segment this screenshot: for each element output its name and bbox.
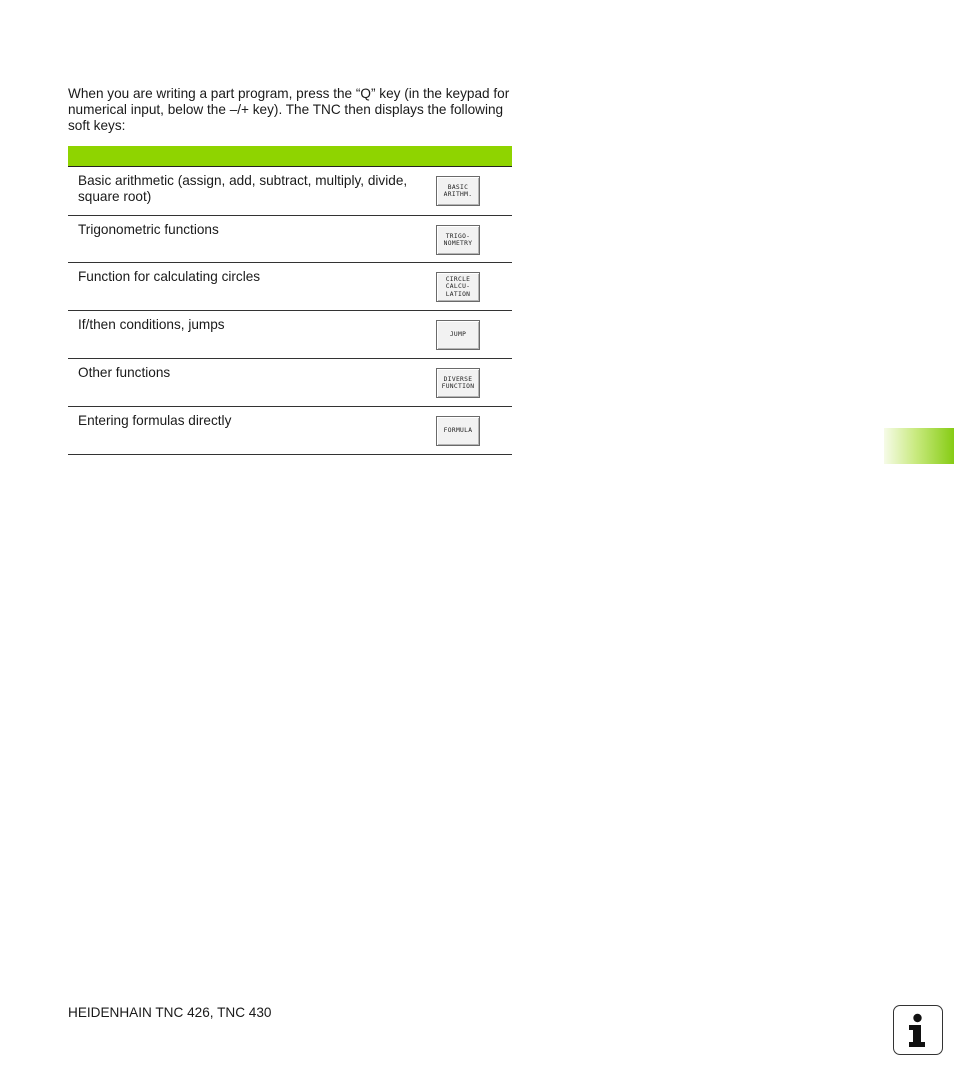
intro-paragraph: When you are writing a part program, press the “Q” key (in the keypad for numerical input, below the –/+ key). The TNC then displays the following soft keys: — [68, 86, 510, 133]
row-description: Other functions — [78, 365, 171, 380]
table-row — [68, 311, 512, 359]
row-description: If/then conditions, jumps — [78, 317, 225, 332]
table-row — [68, 167, 512, 216]
table-row — [68, 359, 512, 407]
formula-softkey[interactable]: FORMULA — [436, 416, 480, 446]
basic-arithm-softkey[interactable]: BASIC ARITHM. — [436, 176, 480, 206]
softkey-table — [68, 146, 512, 455]
row-description: Function for calculating circles — [78, 269, 261, 284]
diverse-function-softkey[interactable]: DIVERSE FUNCTION — [436, 368, 480, 398]
jump-softkey[interactable]: JUMP — [436, 320, 480, 350]
table-row — [68, 216, 512, 263]
info-icon — [893, 1005, 943, 1055]
table-row — [68, 407, 512, 455]
row-description: Basic arithmetic (assign, add, subtract, multiply, divide, square root) — [78, 173, 408, 204]
trigonometry-softkey[interactable]: TRIGO- NOMETRY — [436, 225, 480, 255]
circle-calculation-softkey[interactable]: CIRCLE CALCU- LATION — [436, 272, 480, 302]
row-description: Entering formulas directly — [78, 413, 232, 428]
table-row — [68, 263, 512, 311]
chapter-side-tab — [884, 428, 954, 464]
row-description: Trigonometric functions — [78, 222, 219, 237]
table-header-bar — [68, 146, 512, 167]
footer-text: HEIDENHAIN TNC 426, TNC 430 — [68, 1005, 272, 1020]
